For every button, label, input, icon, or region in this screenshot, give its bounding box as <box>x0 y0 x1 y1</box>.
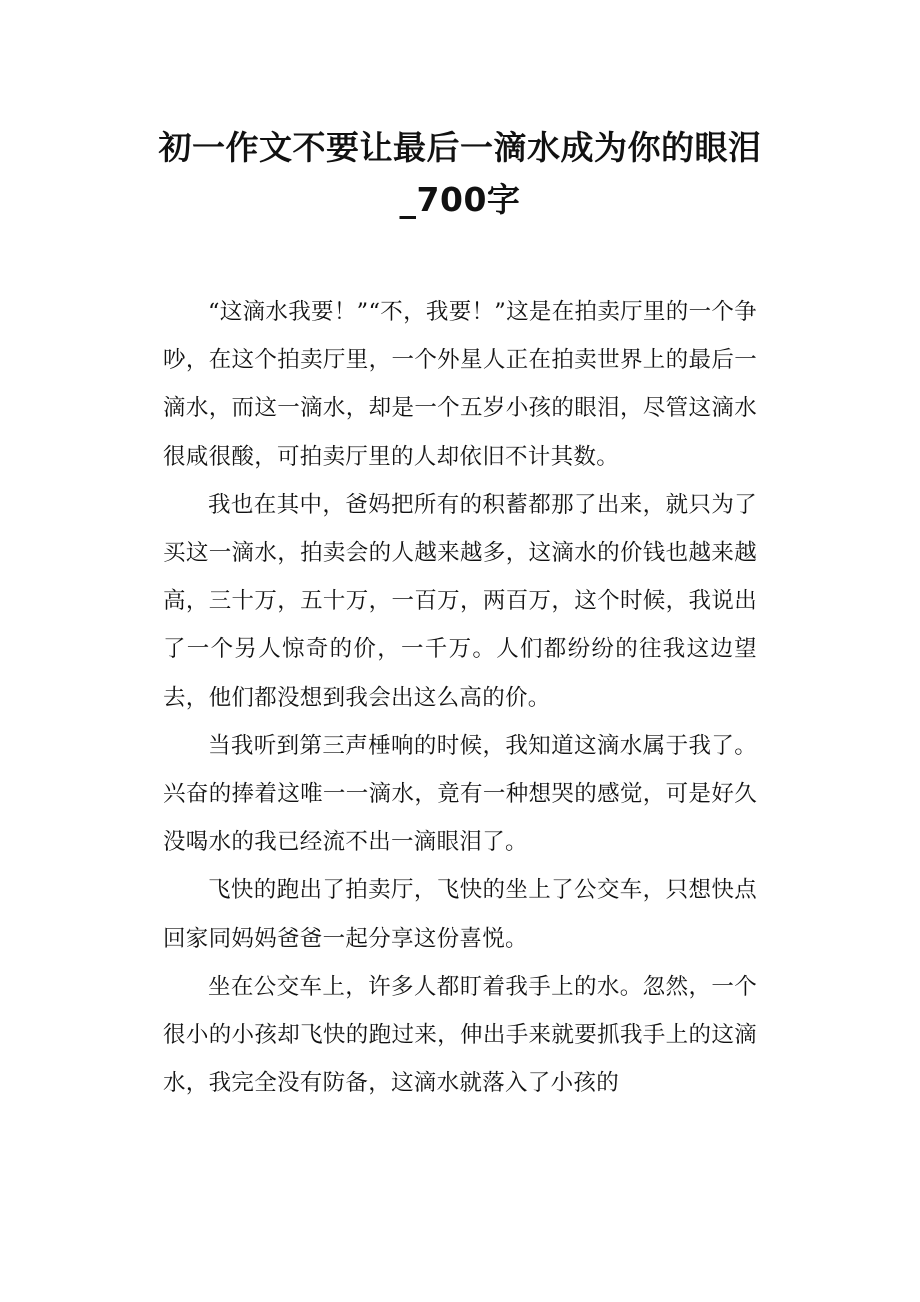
paragraph: “这滴水我要！”“不，我要！”这是在拍卖厅里的一个争吵，在这个拍卖厅里，一个外星人正在拍卖世界上的最后一滴水，而这一滴水，却是一个五岁小孩的眼泪，尽管这滴水很咸很酸，可拍卖厅里的人却依旧不计其数。 <box>163 299 757 470</box>
paragraph: 坐在公交车上，许多人都盯着我手上的水。忽然，一个很小的小孩却飞快的跑过来，伸出手来就要抓我手上的这滴水，我完全没有防备，这滴水就落入了小孩的 <box>163 973 757 1097</box>
paragraph: 飞快的跑出了拍卖厅，飞快的坐上了公交车，只想快点回家同妈妈爸爸一起分享这份喜悦。 <box>163 877 757 952</box>
paragraph: 当我听到第三声棰响的时候，我知道这滴水属于我了。兴奋的捧着这唯一一滴水，竟有一种想哭的感觉，可是好久没喝水的我已经流不出一滴眼泪了。 <box>163 732 757 856</box>
page-title: 初一作文不要让最后一滴水成为你的眼泪_700字 <box>158 128 762 219</box>
paragraph: 我也在其中，爸妈把所有的积蓄都那了出来，就只为了买这一滴水，拍卖会的人越来越多，这滴水的价钱也越来越高，三十万，五十万，一百万，两百万，这个时候，我说出了一个另人惊奇的价，一千万。人们都纷纷的往我这边望去，他们都没想到我会出这么高的价。 <box>163 491 757 711</box>
article-body <box>163 288 757 1107</box>
